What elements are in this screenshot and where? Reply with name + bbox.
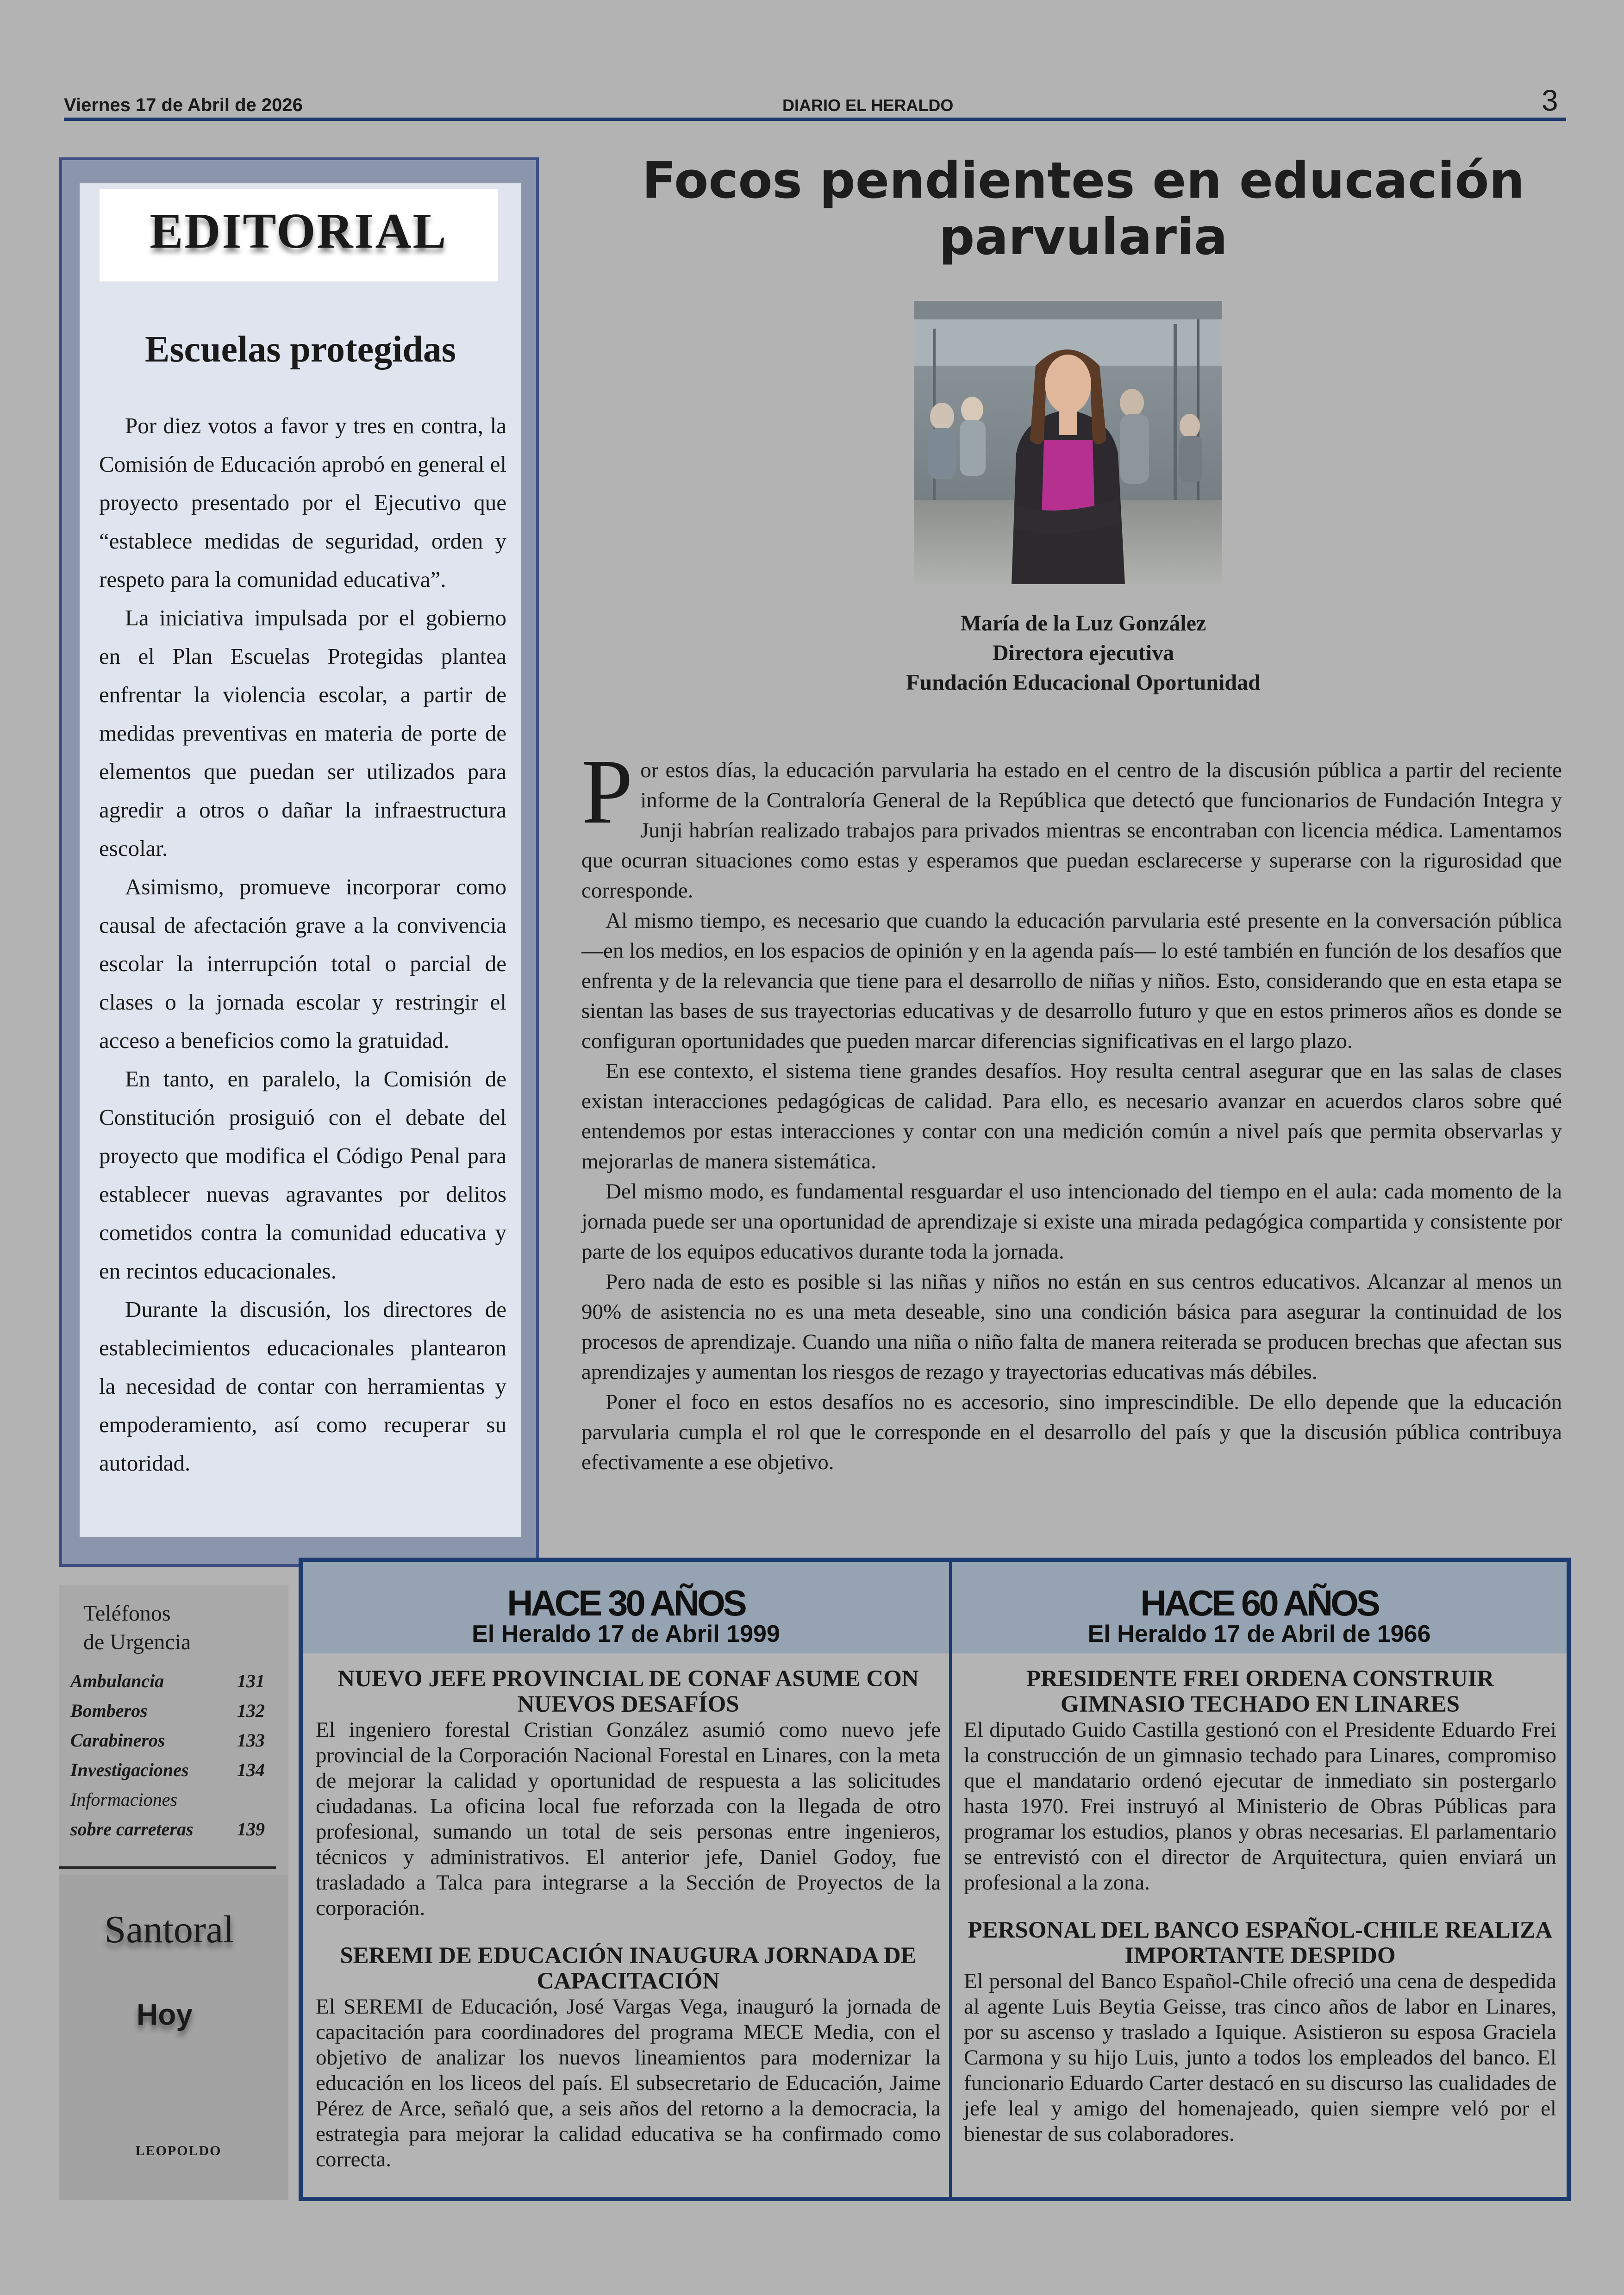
page-number: 3: [1542, 84, 1558, 117]
phone-number: 139: [237, 1819, 265, 1840]
history-right-column: [964, 1666, 1556, 2147]
phone-service: Bomberos: [70, 1700, 148, 1721]
history-left-column: [316, 1666, 941, 2172]
editorial-body: [99, 406, 506, 1482]
history-left-sub: El Heraldo 17 de Abril 1999: [472, 1621, 780, 1647]
phone-number: 131: [237, 1671, 265, 1691]
editorial-title: Escuelas protegidas: [145, 329, 456, 370]
history-story: El diputado Guido Castilla gestionó con el Presidente Eduardo Frei la construcción de un gimnasio techado para Linares, compromiso que el mandatario ordenó ejecutar de inmediato sin postergarlo hasta 1970. Frei instruyó al Ministerio de Obras Públicas para programar los estudios, planos y obras necesarias. El parlamentario se entrevistó con el director de Arquitectura, quien enviará un profesional a la zona.: [964, 1718, 1556, 1895]
editorial-paragraph: Durante la discusión, los directores de establecimientos educacionales plantearon la necesidad de contar con herramientas y empoderamiento, así como recuperar su autoridad.: [99, 1297, 506, 1476]
article-title: [579, 153, 1588, 266]
editorial-paragraph: La iniciativa impulsada por el gobierno en el Plan Escuelas Protegidas plantea enfrentar la violencia escolar, a partir de medidas preventivas en materia de porte de elementos que puedan ser utilizados para agredir a otros o dañar la infraestructura escolar.: [99, 605, 506, 861]
history-right-sub: El Heraldo 17 de Abril de 1966: [1087, 1621, 1431, 1647]
phones-title-line: de Urgencia: [83, 1630, 191, 1654]
phone-service: sobre carreteras: [70, 1819, 194, 1840]
article-paragraph: Poner el foco en estos desafíos no es accesorio, sino imprescindible. De ello depende que la educación parvularia cumpla el rol que le corresponde en el desarrollo del país y que la discusión pública contribuya efectivamente a ese objetivo.: [581, 1390, 1562, 1474]
article-title-line: parvularia: [939, 208, 1228, 266]
header-rule: [64, 118, 1566, 121]
phone-number: 133: [237, 1730, 265, 1751]
santoral-today: Hoy: [137, 1998, 193, 2031]
history-story: El personal del Banco Español-Chile ofreció una cena de despedida al agente Luis Beytia Geisse, tras cinco años de labor en Linares, por su ascenso y traslado a Iquique. Asistieron su esposa Graciela Carmona y su hijo Luis, junto a todos los empleados del banco. El funcionario Eduardo Carter destacó en su discurso las cualidades de jefe leal y amigo del homenajeado, quien siempre veló por el bienestar de sus colaboradores.: [964, 1969, 1556, 2146]
article-paragraph: Del mismo modo, es fundamental resguardar el uso intencionado del tiempo en el aula: cada momento de la jornada puede ser una oportunidad de aprendizaje si existe una mirada pedagógica compartida y consistente por parte de los equipos educativos durante toda la jornada.: [581, 1179, 1562, 1264]
history-headline: PERSONAL DEL BANCO ESPAÑOL-CHILE REALIZA IMPORTANTE DESPIDO: [968, 1917, 1553, 1969]
article-title-line: Focos pendientes en educación: [642, 152, 1525, 210]
author-name: María de la Luz González: [960, 611, 1206, 636]
author-role: Directora ejecutiva: [992, 641, 1174, 665]
newspaper-name: DIARIO EL HERALDO: [782, 96, 954, 115]
editorial-paragraph: En tanto, en paralelo, la Comisión de Constitución prosiguió con el debate del proyecto que modifica el Código Penal para establecer nuevas agravantes por delitos cometidos contra la comunidad educativa y en recintos educacionales.: [99, 1066, 506, 1284]
phone-number: 134: [237, 1759, 265, 1780]
phone-service: Informaciones: [70, 1789, 178, 1810]
history-headline: NUEVO JEFE PROVINCIAL DE CONAF ASUME CON NUEVOS DESAFÍOS: [337, 1666, 919, 1717]
history-headline: SEREMI DE EDUCACIÓN INAUGURA JORNADA DE CAPACITACIÓN: [340, 1943, 917, 1994]
article-first-text: or estos días, la educación parvularia ha estado en el centro de la discusión pública a partir del reciente informe de la Contraloría General de la República que detectó que funcionarios de Fundación Integra y Junji habrían realizado trabajos para privados mientras se encontraban con licencia médica. Lamentamos que ocurran situaciones como estas y esperamos que puedan esclarecerse y superarse con la rigurosidad que corresponde.: [581, 758, 1562, 903]
article-paragraph: [581, 741, 1562, 906]
phones-divider: [59, 1866, 276, 1869]
article-paragraph: En ese contexto, el sistema tiene grandes desafíos. Hoy resulta central asegurar que en las salas de clases existan interacciones pedagógicas de calidad. Para ello, es necesario avanzar en acuerdos claros sobre qué entendemos por estas interacciones y contar con una medición común a nivel país que permita observarlas y mejorarlas de manera sistemática.: [581, 1059, 1562, 1173]
history-divider: [949, 1562, 952, 2197]
editorial-paragraph: Asimismo, promueve incorporar como causal de afectación grave a la convivencia escolar la interrupción total o parcial de clases o la jornada escolar y restringir el acceso a beneficios como la gratuidad.: [99, 874, 506, 1053]
phone-service: Investigaciones: [70, 1759, 189, 1780]
phone-row: [70, 1785, 265, 1815]
phone-row: [70, 1666, 265, 1696]
author-organization: Fundación Educacional Oportunidad: [906, 670, 1261, 695]
history-headline: PRESIDENTE FREI ORDENA CONSTRUIR GIMNASIO TECHADO EN LINARES: [1026, 1666, 1494, 1717]
author-photo: [914, 301, 1222, 584]
phones-title-line: Teléfonos: [83, 1601, 171, 1626]
author-caption: [694, 609, 1472, 698]
drop-cap: P: [581, 741, 633, 843]
history-story: El ingeniero forestal Cristian González asumió como nuevo jefe provincial de la Corporación Nacional Forestal en Linares, con la meta de mejorar la calidad y oportunidad de respuesta a las solicitudes ciudadanas. La oficina local fue reforzada con la llegada de otro profesional, sumando un total de seis personas entre ingenieros, técnicos y administrativos. El anterior jefe, Daniel Godoy, fue trasladado a Talca para integrarse a la Sección de Proyectos de la corporación.: [316, 1718, 941, 1920]
history-story: El SEREMI de Educación, José Vargas Vega, inauguró la jornada de capacitación para coordinadores del programa MECE Media, con el objetivo de analizar los nuevos lineamientos para modernizar la educación en los liceos del país. El subsecretario de Educación, Jaime Pérez de Arce, señaló que, a seis años del retorno a la democracia, la estrategia para mejorar la calidad educativa se ha confirmado como correcta.: [316, 1995, 941, 2171]
phone-row: [70, 1755, 265, 1785]
phone-row: [70, 1696, 265, 1726]
phone-row: [70, 1726, 265, 1755]
phones-list: [70, 1666, 265, 1844]
editorial-tag: [100, 189, 498, 281]
article-body: [581, 741, 1562, 1478]
phone-service: Carabineros: [70, 1730, 165, 1751]
history-right-heading: HACE 60 AÑOS: [1140, 1583, 1378, 1623]
santoral-name: LEOPOLDO: [135, 2143, 222, 2158]
issue-date: Viernes 17 de Abril de 2026: [64, 95, 303, 115]
phone-number: 132: [237, 1700, 265, 1721]
article-paragraph: Al mismo tiempo, es necesario que cuando la educación parvularia esté presente en la conversación pública —en los medios, en los espacios de opinión y en la agenda país— lo esté también en función de los desafíos que enfrenta y de la relevancia que tiene para el desarrollo de niñas y niños. Esto, considerando que en esta etapa se sientan las bases de sus trayectorias educativas y de desarrollo futuro y que en estos primeros años es donde se configuran oportunidades que pueden marcar diferencias significativas en el largo plazo.: [581, 909, 1562, 1053]
phone-service: Ambulancia: [70, 1671, 164, 1691]
phones-title: [83, 1599, 191, 1657]
editorial-paragraph: Por diez votos a favor y tres en contra, la Comisión de Educación aprobó en general el proyecto presentado por el Ejecutivo que “establece medidas de seguridad, orden y respeto para la comunidad educativa”.: [99, 413, 506, 592]
history-left-heading: HACE 30 AÑOS: [507, 1583, 745, 1623]
editorial-tag-text: EDITORIAL: [150, 204, 448, 259]
article-paragraph: Pero nada de esto es posible si las niñas y niños no están en sus centros educativos. Alcanzar al menos un 90% de asistencia no es una meta deseable, sino una condición básica para asegurar la continuidad de los procesos de aprendizaje. Cuando una niña o niño falta de manera reiterada se producen brechas que afectan sus aprendizajes y aumentan los riesgos de rezago y trayectorias educativas más débiles.: [581, 1270, 1562, 1384]
santoral-title: Santoral: [104, 1908, 234, 1951]
phone-row: [70, 1815, 265, 1844]
